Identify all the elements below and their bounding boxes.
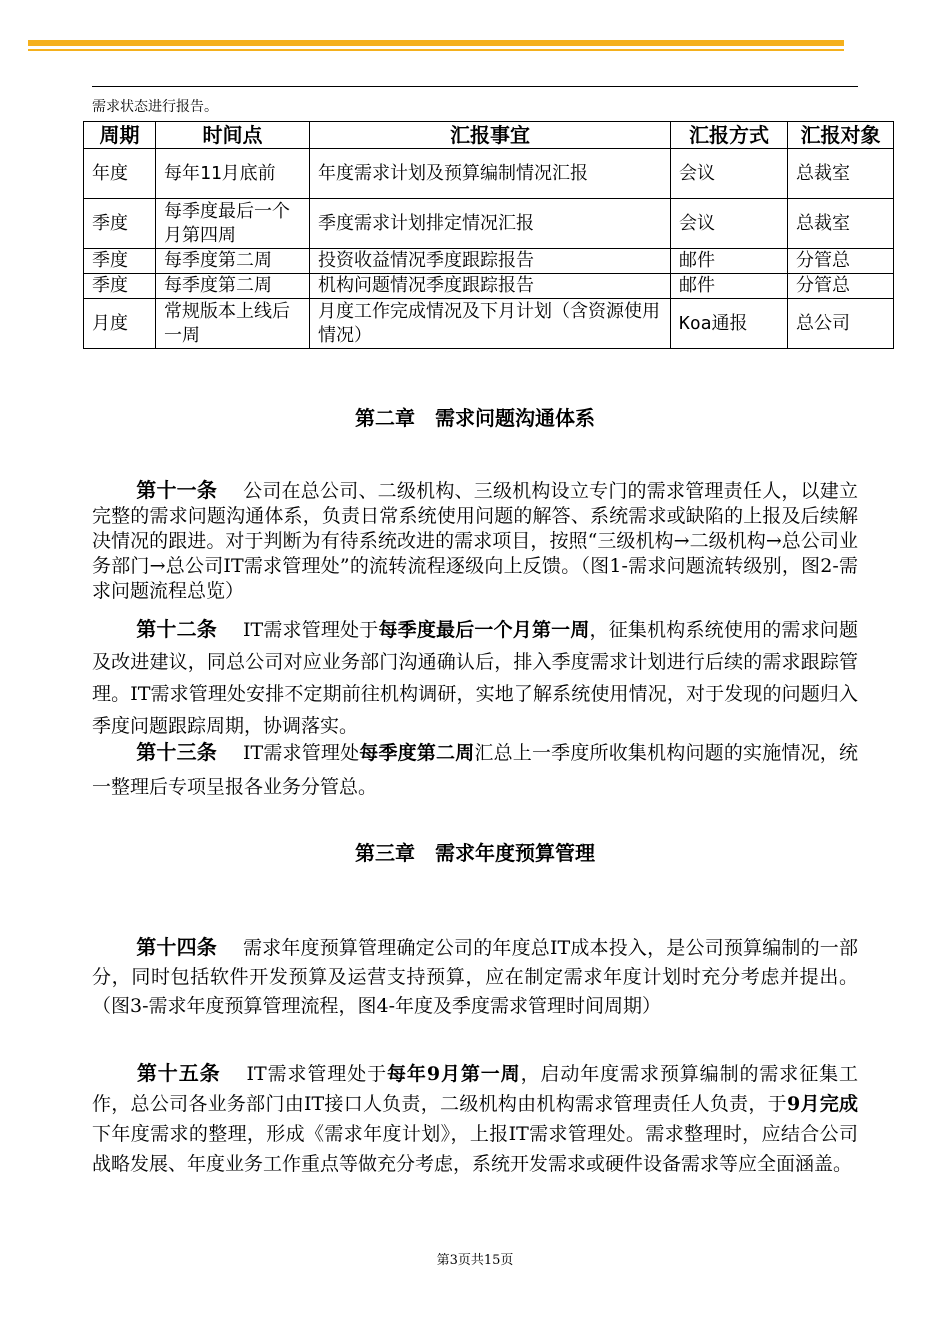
cell-method: 邮件 [671, 249, 788, 274]
header-target: 汇报对象 [788, 122, 894, 149]
article-14 [92, 933, 858, 1021]
report-schedule-table [83, 121, 894, 349]
cell-matter: 年度需求计划及预算编制情况汇报 [310, 149, 671, 199]
article-13-label: 第十三条 [136, 740, 217, 764]
cell-period: 年度 [84, 149, 156, 199]
cell-method: 会议 [671, 149, 788, 199]
cell-period: 月度 [84, 299, 156, 349]
cell-matter: 投资收益情况季度跟踪报告 [310, 249, 671, 274]
cell-time: 每年11月底前 [156, 149, 310, 199]
header-period: 周期 [84, 122, 156, 149]
article-12 [92, 613, 858, 742]
article-13-bold: 每季度第二周 [359, 742, 475, 764]
cell-matter: 机构问题情况季度跟踪报告 [310, 274, 671, 299]
cell-period: 季度 [84, 274, 156, 299]
header-matter: 汇报事宜 [310, 122, 671, 149]
table-row [84, 149, 894, 199]
article-15 [92, 1058, 858, 1179]
article-12-bold: 每季度最后一个月第一周 [378, 619, 590, 641]
header-accent-bar [28, 40, 844, 46]
article-11-label: 第十一条 [136, 478, 218, 502]
intro-text: 需求状态进行报告。 [92, 99, 218, 115]
page-number: 第3页共15页 [436, 1253, 514, 1268]
article-15-bold: 每年9月第一周 [387, 1063, 521, 1085]
cell-target: 总裁室 [788, 199, 894, 249]
article-15-text-before: IT需求管理处于 [246, 1063, 388, 1085]
cell-time: 每季度最后一个月第四周 [156, 199, 310, 249]
article-15-bold-2: 9月完成 [786, 1093, 858, 1115]
cell-target: 分管总 [788, 249, 894, 274]
cell-time: 每季度第二周 [156, 249, 310, 274]
article-15-text-mid: ，启动年度需求预算编制的需求征集工作，总公司各业务部门由IT接口人负责，二级机构由机构需求管理责任人负责，于 [92, 1063, 858, 1115]
cell-time: 常规版本上线后一周 [156, 299, 310, 349]
table-header-row [84, 122, 894, 149]
cell-method: 邮件 [671, 274, 788, 299]
table-row [84, 274, 894, 299]
cell-target: 分管总 [788, 274, 894, 299]
article-11 [92, 478, 858, 604]
header-time: 时间点 [156, 122, 310, 149]
article-12-label: 第十二条 [136, 617, 217, 641]
cell-matter: 季度需求计划排定情况汇报 [310, 199, 671, 249]
chapter-3-title: 第三章 需求年度预算管理 [355, 841, 595, 865]
article-15-text-after: 下年度需求的整理，形成《需求年度计划》，上报IT需求管理处。需求整理时，应结合公司战略发展、年度业务工作重点等做充分考虑，系统开发需求或硬件设备需求等应全面涵盖。 [92, 1123, 858, 1175]
article-15-label: 第十五条 [136, 1061, 221, 1085]
article-13-text-after: 汇总上一季度所收集机构问题的实施情况，统一整理后专项呈报各业务分管总。 [92, 742, 858, 798]
cell-period: 季度 [84, 199, 156, 249]
cell-method: Koa通报 [671, 299, 788, 349]
cell-target: 总公司 [788, 299, 894, 349]
article-14-label: 第十四条 [136, 935, 217, 959]
table-row [84, 249, 894, 274]
table-row [84, 199, 894, 249]
article-11-text: 公司在总公司、二级机构、三级机构设立专门的需求管理责任人，以建立完整的需求问题沟通体系，负责日常系统使用问题的解答、系统需求或缺陷的上报及后续解决情况的跟进。对于判断为有待系统改进的需求项目，按照“三级机构→二级机构→总公司业务部门→总公司IT需求管理处”的流转流程逐级向上反馈。（图1-需求问题流转级别，图2-需求问题流程总览） [92, 480, 858, 602]
header-accent-line [28, 49, 844, 51]
article-14-text: 需求年度预算管理确定公司的年度总IT成本投入，是公司预算编制的一部分，同时包括软件开发预算及运营支持预算，应在制定需求年度计划时充分考虑并提出。（图3-需求年度预算管理流程，图4-年度及季度需求管理时间周期） [92, 937, 858, 1017]
cell-target: 总裁室 [788, 149, 894, 199]
article-13 [92, 735, 858, 804]
article-12-text-after: ，征集机构系统使用的需求问题及改进建议，同总公司对应业务部门沟通确认后，排入季度需求计划进行后续的需求跟踪管理。IT需求管理处安排不定期前往机构调研，实地了解系统使用情况，对于发现的问题归入季度问题跟踪周期，协调落实。 [92, 619, 858, 737]
cell-time: 每季度第二周 [156, 274, 310, 299]
cell-period: 季度 [84, 249, 156, 274]
article-13-text-before: IT需求管理处 [242, 742, 360, 764]
chapter-2-title: 第二章 需求问题沟通体系 [355, 406, 595, 430]
header-method: 汇报方式 [671, 122, 788, 149]
cell-method: 会议 [671, 199, 788, 249]
header-rule [92, 86, 858, 87]
cell-matter: 月度工作完成情况及下月计划（含资源使用情况） [310, 299, 671, 349]
table-row [84, 299, 894, 349]
article-12-text-before: IT需求管理处于 [242, 619, 379, 641]
